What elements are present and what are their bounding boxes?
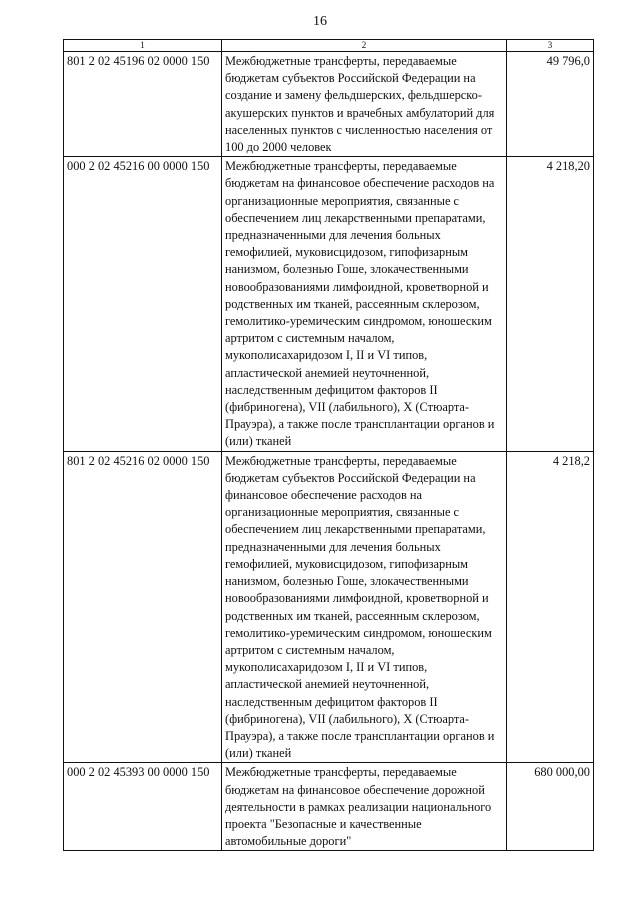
budget-code-cell: 801 2 02 45216 02 0000 150 xyxy=(64,451,222,763)
description-cell: Межбюджетные трансферты, передаваемые бюджетам на финансовое обеспечение дорожной деятельности в рамках реализации национального проекта "Безопасные и качественные автомобильные дороги" xyxy=(222,763,507,851)
column-header-description: 2 xyxy=(222,40,507,52)
budget-table xyxy=(63,39,594,851)
table-row xyxy=(64,157,594,451)
amount-cell: 49 796,0 xyxy=(507,52,594,157)
table-header-row xyxy=(64,40,594,52)
page-number: 16 xyxy=(313,14,327,29)
table-row xyxy=(64,763,594,851)
amount-cell: 4 218,2 xyxy=(507,451,594,763)
budget-code-cell: 000 2 02 45393 00 0000 150 xyxy=(64,763,222,851)
description-cell: Межбюджетные трансферты, передаваемые бюджетам на финансовое обеспечение расходов на организационные мероприятия, связанные с обеспечением лиц лекарственными препаратами, предназначенными для лечения больных гемофилией, муковисцидозом, гипофизарным нанизмом, болезнью Гоше, злокачественными новообразованиями лимфоидной, кроветворной и родственных им тканей, рассеянным склерозом, гемолитико-уремическим синдромом, юношеским артритом с системным началом, мукополисахаридозом I, II и VI типов, апластической анемией неуточненной, наследственным дефицитом факторов II (фибриногена), VII (лабильного), X (Стюарта-Прауэра), а также после трансплантации органов и (или) тканей xyxy=(222,157,507,451)
amount-cell: 4 218,20 xyxy=(507,157,594,451)
description-cell: Межбюджетные трансферты, передаваемые бюджетам субъектов Российской Федерации на создание и замену фельдшерских, фельдшерско-акушерских пунктов и врачебных амбулаторий для населенных пунктов с численностью населения от 100 до 2000 человек xyxy=(222,52,507,157)
description-cell: Межбюджетные трансферты, передаваемые бюджетам субъектов Российской Федерации на финансовое обеспечение расходов на организационные мероприятия, связанные с обеспечением лиц лекарственными препаратами, предназначенными для лечения больных гемофилией, муковисцидозом, гипофизарным нанизмом, болезнью Гоше, злокачественными новообразованиями лимфоидной, кроветворной и родственных им тканей, рассеянным склерозом, гемолитико-уремическим синдромом, юношеским артритом с системным началом, мукополисахаридозом I, II и VI типов, апластической анемией неуточненной, наследственным дефицитом факторов II (фибриногена), VII (лабильного), X (Стюарта-Прауэра), а также после трансплантации органов и (или) тканей xyxy=(222,451,507,763)
table-row xyxy=(64,52,594,157)
budget-code-cell: 000 2 02 45216 00 0000 150 xyxy=(64,157,222,451)
amount-cell: 680 000,00 xyxy=(507,763,594,851)
column-header-code: 1 xyxy=(64,40,222,52)
table-row xyxy=(64,451,594,763)
column-header-amount: 3 xyxy=(507,40,594,52)
budget-code-cell: 801 2 02 45196 02 0000 150 xyxy=(64,52,222,157)
